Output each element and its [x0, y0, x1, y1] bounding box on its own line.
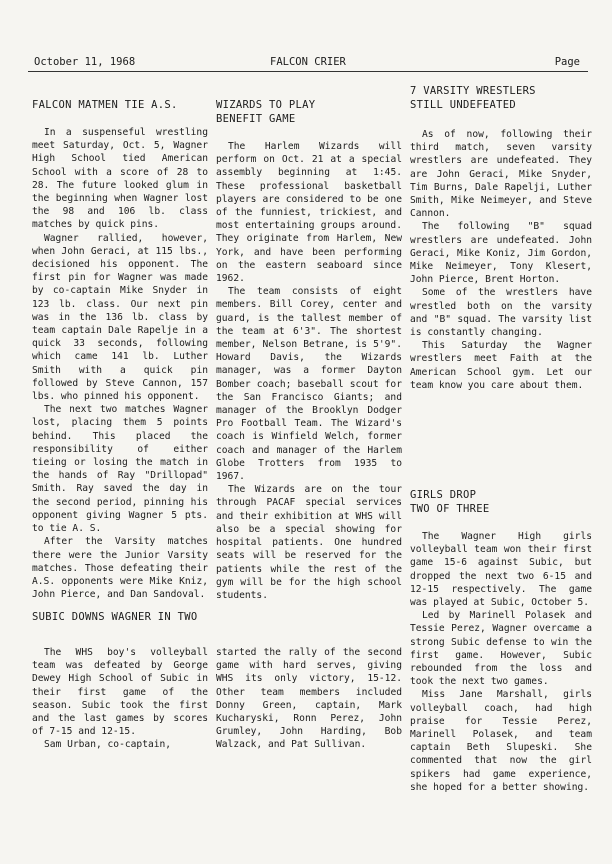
- varsity-paragraph-4: This Saturday the Wagner wrestlers meet Faith at the American School gym. Let our team know you care about them.: [410, 340, 592, 391]
- varsity-paragraph-2: The following "B" squad wrestlers are undefeated. John Geraci, Mike Koniz, Jim Gordon, Mike Neimeyer, Tony Klesert, John Pierce, Brent Horton.: [410, 221, 592, 286]
- article-subic-part-2: [216, 646, 402, 752]
- girls-paragraph-2: Led by Marinell Polasek and Tessie Perez, Wagner overcame a strong Subic defense to win the first game. However, Subic rebounded from the loss and took the next two games.: [410, 610, 592, 688]
- subic-paragraph-2: Sam Urban, co-captain,: [44, 739, 172, 751]
- subic-headline-wrap: [32, 610, 402, 624]
- subic-paragraph-3: started the rally of the second game with hard serves, giving WHS its only victory, 15-12. Other team members included Donny Green, captain, Mark Kucharyski, Ronn Perez, John Grumley, John Harding, Bob Walzack, and Pat Sullivan.: [216, 647, 402, 751]
- girls-paragraph-1: The Wagner High girls volleyball team won their first game 15-6 against Subic, but dropped the next two 6-15 and 12-15 respectively. The game was played at Subic, October 5.: [410, 531, 592, 609]
- subic-paragraph-1: The WHS boy's volleyball team was defeated by George Dewey High School of Subic in their first game of the season. Subic took the first and the last games by scores of 7-15 and 12-15.: [32, 647, 208, 738]
- girls-paragraph-3: Miss Jane Marshall, girls volleyball coach, had high praise for Tessie Perez, Marinell Polasek, and team captain Beth Slupeski. She commented that now the girl spikers had game experience, she hoped for a better showing.: [410, 689, 592, 793]
- headline-girls-line-1: GIRLS DROP: [410, 489, 477, 501]
- matmen-paragraph-1: In a suspenseful wrestling meet Saturday, Oct. 5, Wagner High School tied American School with a score of 28 to 28. The future looked glum in the beginning when Wagner lost the 98 and 106 lb. class matches by quick pins.: [32, 127, 208, 231]
- wizards-paragraph-1: The Harlem Wizards will perform on Oct. 21 at a special assembly beginning at 1:45. These professional basketball players are considered to be one of the funniest, trickiest, and most entertaining groups around. They originate from Harlem, New York, and have been performing on the eastern seaboard since 1962.: [216, 141, 402, 285]
- matmen-paragraph-3: The next two matches Wagner lost, placing them 5 points behind. This placed the responsibility of either tieing or losing the match in the hands of Ray "Drillopad" Smith. Ray saved the day in the second period, pinning his opponent giving Wagner 5 pts. to tie A. S.: [32, 404, 208, 535]
- varsity-paragraph-3: Some of the wrestlers have wrestled both on the varsity and "B" squad. The varsity list is constantly changing.: [410, 287, 592, 339]
- article-wizards: [216, 98, 402, 602]
- wizards-paragraph-2: The team consists of eight members. Bill Corey, center and guard, is the tallest member of the team at 6'3". The shortest member, Nelson Betrane, is 5'9". Howard Davis, the Wizards manager, was a former Dayton Bomber coach; baseball scout for the San Francisco Giants; and manager of the Brooklyn Dodger Pro Football Team. The Wizard's coach is Winfield Welch, former coach and manager of the Harlem Globe Trotters from 1935 to 1967.: [216, 286, 402, 483]
- page-header: [34, 56, 580, 70]
- newspaper-title: FALCON CRIER: [270, 56, 346, 68]
- page-label: Page: [554, 56, 580, 68]
- article-girls: [410, 488, 592, 794]
- header-rule: [28, 71, 588, 72]
- matmen-paragraph-2: Wagner rallied, however, when John Geraci, at 115 lbs., decisioned his opponent. The first pin for Wagner was made by co-captain Mike Snyder in 123 lb. class. Our next pin was in the 136 lb. class by team captain Dale Rapelje in a quick 33 seconds, following which came 141 lb. Luther Smith with a quick pin followed by Steve Cannon, 157 lbs. who pinned his opponent.: [32, 232, 208, 403]
- headline-matmen: FALCON MATMEN TIE A.S.: [32, 99, 178, 111]
- headline-girls-line-2: TWO OF THREE: [410, 503, 490, 515]
- article-subic-part-1: [32, 646, 208, 752]
- varsity-paragraph-1: As of now, following their third match, seven varsity wrestlers are undefeated. They are John Geraci, Mike Snyder, Tim Burns, Dale Rapelji, Luther Smith, Mike Neimeyer, and Steve Cannon.: [410, 129, 592, 220]
- wizards-paragraph-3: The Wizards are on the tour through PACAF special services and their exhibition at WHS will also be a special showing for hospital patients. One hundred seats will be reserved for the patients while the rest of the gym will be for the high school students.: [216, 484, 402, 601]
- headline-varsity-line-2: STILL UNDEFEATED: [410, 99, 516, 111]
- headline-varsity-line-1: 7 VARSITY WRESTLERS: [410, 85, 536, 97]
- headline-wizards-line-1: WIZARDS TO PLAY: [216, 99, 316, 111]
- matmen-paragraph-4: After the Varsity matches there were the Junior Varsity matches. Those defeating their A.S. opponents were Mike Kniz, John Pierce, and Dan Sandoval.: [32, 536, 208, 601]
- headline-subic: SUBIC DOWNS WAGNER IN TWO: [32, 611, 198, 623]
- article-matmen: [32, 98, 208, 601]
- article-varsity: [410, 84, 592, 392]
- issue-date: October 11, 1968: [34, 56, 136, 68]
- headline-wizards-line-2: BENEFIT GAME: [216, 113, 296, 125]
